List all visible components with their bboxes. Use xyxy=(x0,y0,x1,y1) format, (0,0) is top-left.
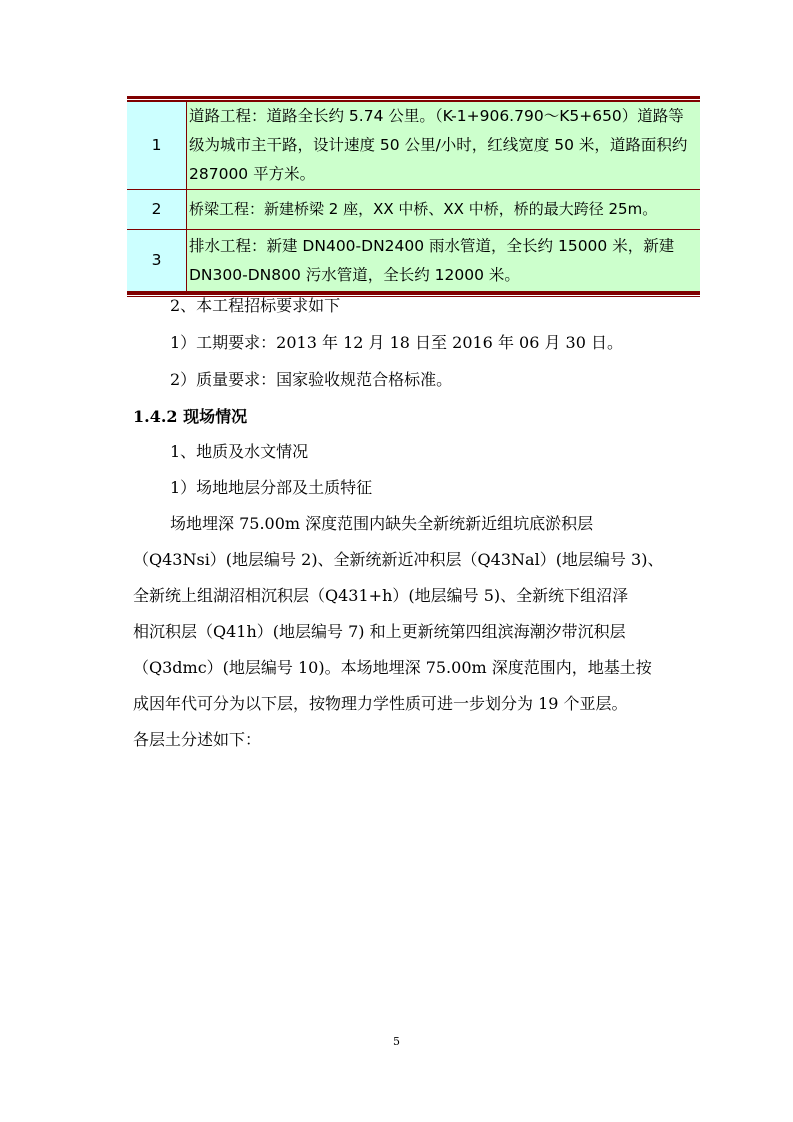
table-row xyxy=(127,230,700,292)
section-heading: 1.4.2 现场情况 xyxy=(133,407,248,426)
paragraph: 场地埋深 75.00m 深度范围内缺失全新统新近组坑底淤积层 xyxy=(170,514,594,533)
table-row xyxy=(127,102,700,190)
paragraph: 相沉积层（Q41h）(地层编号 7) 和上更新统第四组滨海潮汐带沉积层 xyxy=(133,622,626,641)
paragraph: （Q43Nsi）(地层编号 2)、全新统新近冲积层（Q43Nal）(地层编号 3)、 xyxy=(133,550,664,569)
paragraph: 全新统上组湖沼相沉积层（Q431+h）(地层编号 5)、全新统下组沼泽 xyxy=(133,586,629,605)
paragraph: 1、地质及水文情况 xyxy=(170,442,309,461)
project-table xyxy=(127,96,700,297)
paragraph: 1）场地地层分部及土质特征 xyxy=(170,478,373,497)
paragraph: 成因年代可分为以下层，按物理力学性质可进一步划分为 19 个亚层。 xyxy=(133,694,628,713)
paragraph: 1）工期要求：2013 年 12 月 18 日至 2016 年 06 月 30 日。 xyxy=(170,333,624,352)
paragraph: 各层土分述如下： xyxy=(133,730,262,749)
row-text: 道路工程：道路全长约 5.74 公里。（K-1+906.790～K5+650）道路等级为城市主干路，设计速度 50 公里/小时，红线宽度 50 米，道路面积约 287000 平方米。 xyxy=(187,102,701,190)
row-number: 2 xyxy=(127,190,187,230)
paragraph: 2）质量要求：国家验收规范合格标准。 xyxy=(170,370,453,389)
row-number: 1 xyxy=(127,102,187,190)
row-number: 3 xyxy=(127,230,187,292)
page-number: 5 xyxy=(393,1035,400,1048)
table-row xyxy=(127,190,700,230)
row-text: 桥梁工程：新建桥梁 2 座，XX 中桥、XX 中桥，桥的最大跨径 25m。 xyxy=(187,190,701,230)
row-text: 排水工程：新建 DN400-DN2400 雨水管道，全长约 15000 米，新建 DN300-DN800 污水管道，全长约 12000 米。 xyxy=(187,230,701,292)
paragraph: 2、本工程招标要求如下 xyxy=(170,296,341,315)
paragraph: （Q3dmc）(地层编号 10)。本场地埋深 75.00m 深度范围内，地基土按 xyxy=(133,658,652,677)
